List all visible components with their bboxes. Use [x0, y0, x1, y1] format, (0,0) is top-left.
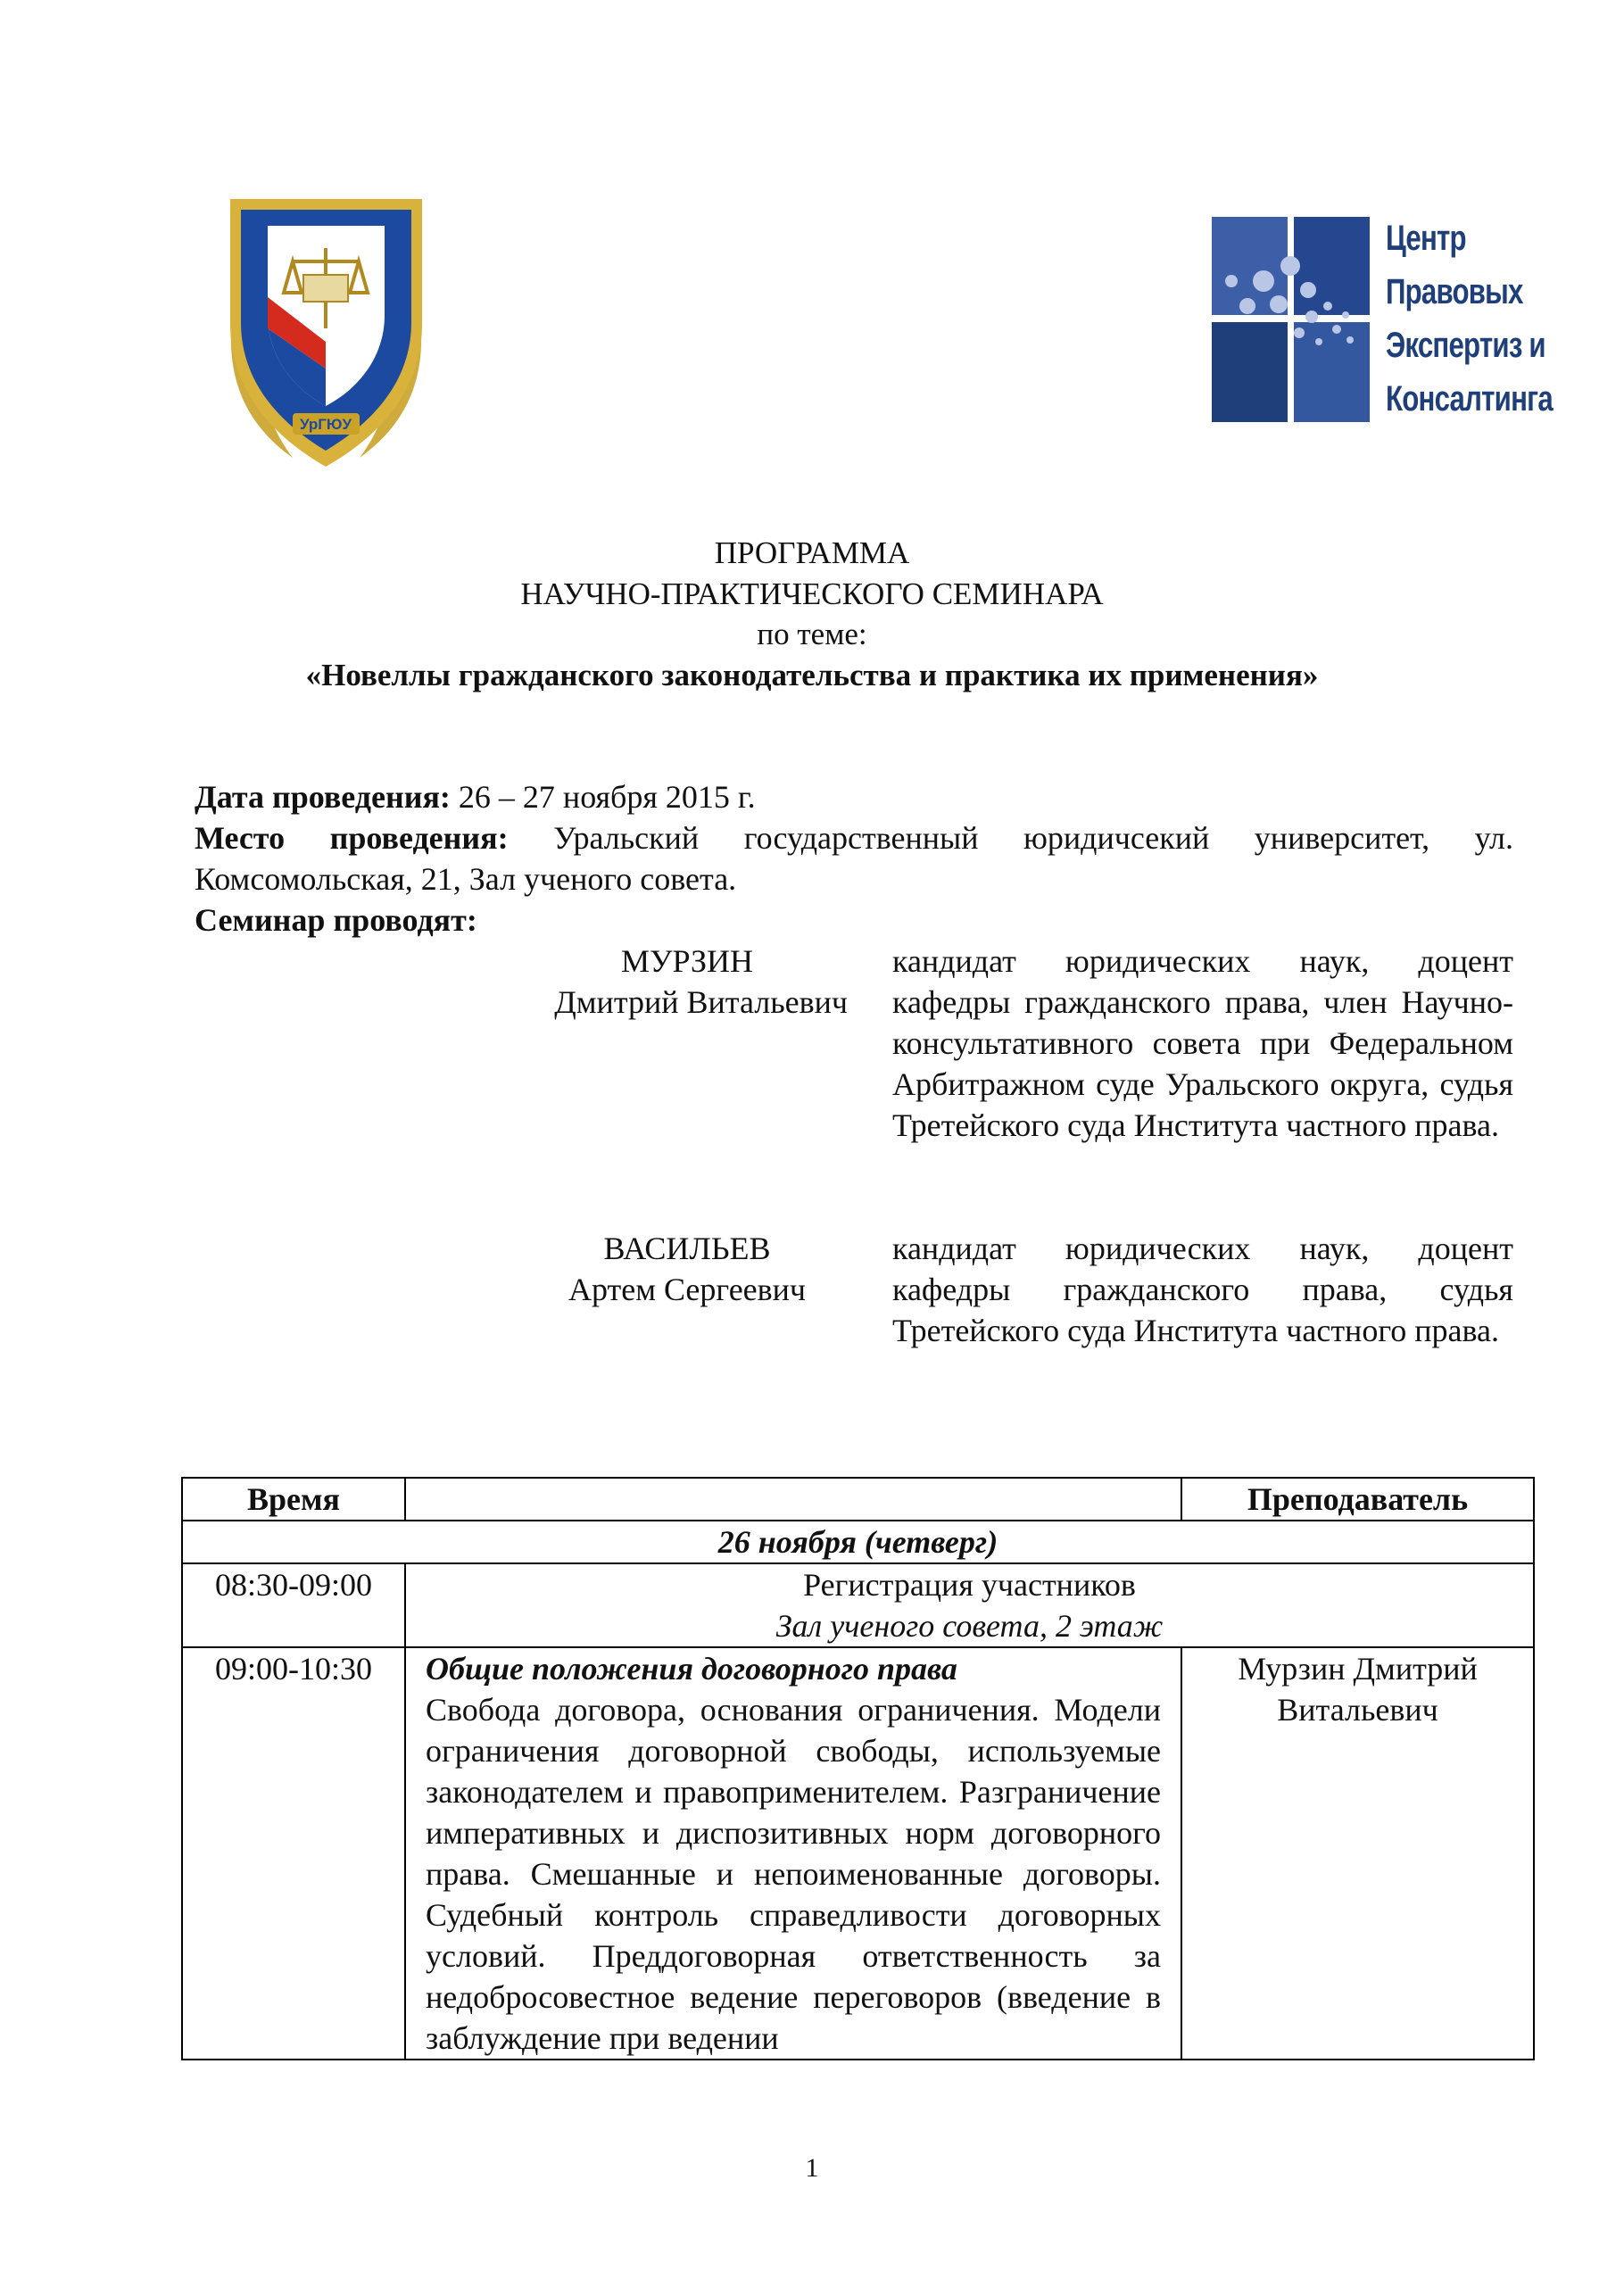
logo-line-1: Центр [1386, 219, 1466, 258]
header-topic [405, 1478, 1181, 1521]
row-2-topic: Общие положения договорного права [426, 1651, 957, 1687]
row-1-time: 08:30-09:00 [182, 1563, 405, 1647]
emblem-badge-text: УрГЮУ [299, 416, 352, 433]
center-legal-expertise-logo [1212, 217, 1553, 431]
presenter-1 [464, 941, 848, 1023]
row-2-teacher: Мурзин Дмитрий Витальевич [1181, 1647, 1534, 2060]
logo-line-2: Правовых [1386, 272, 1523, 311]
presenter-2-surname: ВАСИЛЬЕВ [603, 1231, 771, 1266]
seminar-topic: «Новеллы гражданского законодательства и практика их применения» [305, 658, 1319, 692]
row-1-content [405, 1563, 1534, 1647]
place-label: Место проведения: [195, 820, 509, 856]
table-header-row [182, 1478, 1534, 1521]
presenter-2-description: кандидат юридических наук, доцент кафедры гражданского права, судья Третейского суда Института частного права. [892, 1231, 1513, 1348]
hosts-label [195, 899, 1513, 941]
date-value: 26 – 27 ноября 2015 г. [458, 779, 756, 815]
date-line [195, 776, 1513, 817]
day-label: 26 ноября (четверг) [182, 1521, 1534, 1563]
header-time: Время [182, 1478, 405, 1521]
logo-line-3: Экспертиз и [1386, 326, 1545, 365]
date-label: Дата проведения: [195, 779, 451, 815]
hosts-label-text: Семинар проводят: [195, 902, 477, 938]
row-2-content [405, 1647, 1181, 2060]
topic-intro: по теме: [757, 617, 867, 651]
presenter-1-name: Дмитрий Витальевич [554, 984, 848, 1020]
presenter-1-description: кандидат юридических наук, доцент кафедры гражданского права, член Научно-консультативного совета при Федеральном Арбитражном суде Уральского округа, судья Третейского суда Института частного права. [892, 943, 1513, 1143]
row-1-subtitle: Зал ученого совета, 2 этаж [775, 1608, 1164, 1644]
table-row [182, 1563, 1534, 1647]
schedule-table [181, 1477, 1535, 2060]
table-row [182, 1647, 1534, 2060]
header-teacher: Преподаватель [1181, 1478, 1534, 1521]
page-number: 1 [805, 2153, 819, 2183]
university-emblem-logo [212, 172, 440, 486]
place-value: Уральский государственный юридичсекий университет, ул. Комсомольская, 21, Зал ученого совета. [195, 820, 1514, 897]
row-2-time: 09:00-10:30 [182, 1647, 405, 2060]
presenter-2-name: Артем Сергеевич [568, 1272, 807, 1307]
logo-line-4: Консалтинга [1386, 379, 1553, 419]
presenter-2 [464, 1228, 848, 1310]
row-1-title: Регистрация участников [803, 1567, 1136, 1603]
day-row [182, 1521, 1534, 1563]
program-title: ПРОГРАММА [714, 535, 910, 570]
presenter-1-surname: МУРЗИН [621, 943, 753, 979]
place-line [195, 817, 1513, 899]
seminar-title: НАУЧНО-ПРАКТИЧЕСКОГО СЕМИНАРА [520, 576, 1104, 611]
row-2-description: Свобода договора, основания ограничения. Модели ограничения договорной свободы, используемые законодателем и правоприменителем. Разграничение императивных и диспозитивных норм договорного права. Смешанные и непоименованные договоры. Судебный контроль справедливости договорных условий. Преддоговорная ответственность за недобросовестное ведение переговоров (введение в заблуждение при ведении [426, 1692, 1161, 2056]
